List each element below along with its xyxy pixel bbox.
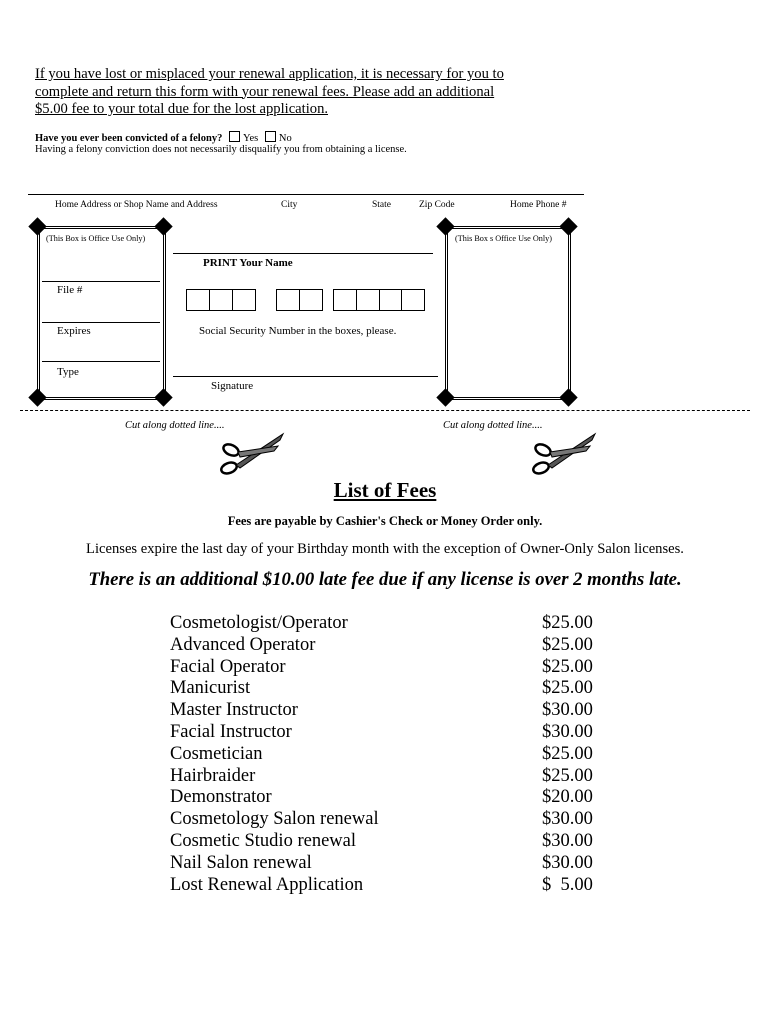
fee-amount: $25.00 — [542, 656, 593, 677]
fee-amount: $30.00 — [542, 700, 593, 721]
office-use-note-left: (This Box is Office Use Only) — [46, 234, 146, 243]
scissors-icon — [218, 432, 286, 478]
fee-row — [170, 635, 600, 657]
fee-row — [170, 766, 600, 788]
address-header-zip: Zip Code — [419, 200, 455, 210]
fee-row — [170, 744, 600, 766]
fee-row — [170, 787, 600, 809]
signature-line[interactable] — [173, 376, 438, 377]
fee-row — [170, 678, 600, 700]
address-header-address: Home Address or Shop Name and Address — [55, 200, 218, 210]
print-name-line[interactable] — [173, 253, 433, 254]
fee-row — [170, 700, 600, 722]
fee-amount: $30.00 — [542, 830, 593, 851]
fee-amount: $30.00 — [542, 809, 593, 830]
fee-amount: $25.00 — [542, 613, 593, 633]
type-label: Type — [57, 366, 79, 378]
fee-amount: $25.00 — [542, 634, 593, 655]
fee-amount: $30.00 — [542, 852, 593, 873]
address-header-phone: Home Phone # — [510, 200, 567, 210]
fee-amount: $25.00 — [542, 743, 593, 764]
file-number-label: File # — [57, 284, 83, 296]
fee-name: Facial Instructor — [170, 721, 292, 742]
felony-no-label: No — [278, 133, 292, 144]
fee-name: Advanced Operator — [170, 634, 316, 655]
fee-name: Hairbraider — [170, 765, 256, 786]
cut-instruction-left: Cut along dotted line.... — [125, 420, 225, 431]
cut-dotted-line — [20, 410, 750, 411]
fee-name: Demonstrator — [170, 787, 272, 808]
late-fee-note: There is an additional $10.00 late fee due if any license is over 2 months late. — [88, 569, 682, 590]
print-name-label: PRINT Your Name — [203, 257, 293, 269]
signature-label: Signature — [211, 380, 254, 392]
felony-question-text: Have you ever been convicted of a felony? — [35, 133, 223, 144]
fee-name: Cosmetician — [170, 743, 263, 764]
ssn-boxes-group-3[interactable] — [333, 289, 425, 311]
felony-question — [35, 131, 292, 144]
fee-row — [170, 831, 600, 853]
scissors-icon — [530, 432, 598, 478]
felony-yes-checkbox[interactable] — [229, 131, 240, 142]
fee-name: Lost Renewal Application — [170, 874, 364, 895]
intro-paragraph — [35, 66, 595, 119]
cut-instruction-right: Cut along dotted line.... — [443, 420, 543, 431]
fee-amount: $25.00 — [542, 678, 593, 699]
office-use-box-right — [445, 226, 571, 400]
fee-row — [170, 809, 600, 831]
fee-row — [170, 875, 600, 897]
fee-amount: $ 5.00 — [542, 874, 593, 895]
fee-name: Cosmetologist/Operator — [170, 613, 348, 633]
fee-name: Cosmetic Studio renewal — [170, 830, 356, 851]
fee-name: Cosmetology Salon renewal — [170, 809, 379, 830]
expiration-note: Licenses expire the last day of your Birthday month with the exception of Owner-Only Salon licenses. — [86, 541, 684, 557]
fee-row — [170, 613, 600, 635]
fee-row — [170, 657, 600, 679]
fee-amount: $20.00 — [542, 787, 593, 808]
fee-amount: $25.00 — [542, 765, 593, 786]
address-header-state: State — [372, 200, 391, 210]
fee-name: Master Instructor — [170, 700, 298, 721]
divider — [42, 322, 160, 323]
fee-name: Nail Salon renewal — [170, 852, 312, 873]
address-field-line[interactable] — [28, 194, 584, 195]
payment-note: Fees are payable by Cashier's Check or Money Order only. — [227, 514, 543, 528]
fee-row — [170, 722, 600, 744]
fee-list — [170, 613, 600, 896]
divider — [42, 281, 160, 282]
ssn-boxes-group-1[interactable] — [186, 289, 256, 311]
intro-line: If you have lost or misplaced your renewal application, it is necessary for you to — [35, 66, 504, 82]
felony-yes-label: Yes — [242, 133, 259, 144]
address-header-city: City — [281, 200, 298, 210]
expires-label: Expires — [57, 325, 91, 337]
felony-note: Having a felony conviction does not necessarily disqualify you from obtaining a license. — [35, 144, 407, 155]
fees-title: List of Fees — [333, 478, 437, 502]
ssn-label: Social Security Number in the boxes, please. — [199, 325, 397, 337]
felony-no-checkbox[interactable] — [265, 131, 276, 142]
fee-row — [170, 853, 600, 875]
intro-line: $5.00 fee to your total due for the lost application. — [35, 101, 329, 117]
fee-name: Facial Operator — [170, 656, 286, 677]
divider — [42, 361, 160, 362]
fee-name: Manicurist — [170, 678, 251, 699]
office-use-note-right: (This Box s Office Use Only) — [455, 234, 552, 243]
fee-amount: $30.00 — [542, 721, 593, 742]
ssn-boxes-group-2[interactable] — [276, 289, 323, 311]
intro-line: complete and return this form with your renewal fees. Please add an additional — [35, 83, 495, 100]
